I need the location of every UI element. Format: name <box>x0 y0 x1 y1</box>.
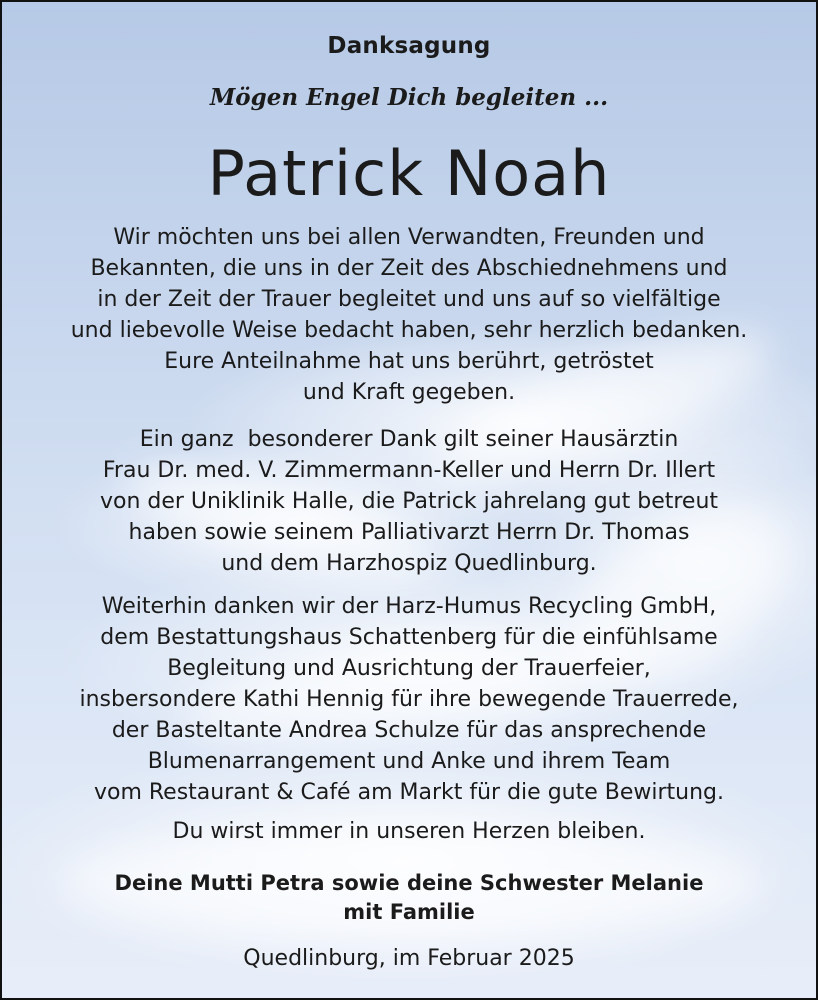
text-line: und liebevolle Weise bedacht haben, sehr herzlich bedanken. <box>70 318 748 343</box>
text-line: Weiterhin danken wir der Harz-Humus Recycling GmbH, <box>101 594 717 619</box>
text-line: von der Uniklinik Halle, die Patrick jahrelang gut betreut <box>99 489 719 514</box>
text-line: Ein ganz besonderer Dank gilt seiner Hausärztin <box>139 427 679 452</box>
text-line: und Kraft gegeben. <box>302 380 516 405</box>
text-line: insbersondere Kathi Hennig für ihre bewegende Trauerrede, <box>79 687 739 712</box>
paragraph-services <box>2 591 816 808</box>
notice-subtitle: Mögen Engel Dich begleiten ... <box>209 84 609 111</box>
text-line: dem Bestattungshaus Schattenberg für die einfühlsame <box>100 625 718 650</box>
text-line: der Basteltante Andrea Schulze für das ansprechende <box>111 718 707 743</box>
text-line: Frau Dr. med. V. Zimmermann-Keller und Herrn Dr. Illert <box>102 458 716 483</box>
text-line: und dem Harzhospiz Quedlinburg. <box>221 551 597 576</box>
text-line: haben sowie seinem Palliativarzt Herrn Dr. Thomas <box>128 520 690 545</box>
text-line: Begleitung und Ausrichtung der Trauerfeier, <box>167 656 651 681</box>
text-line: Eure Anteilnahme hat uns berührt, getröstet <box>164 349 654 374</box>
text-line: in der Zeit der Trauer begleitet und uns auf so vielfältige <box>97 287 721 312</box>
deceased-name: Patrick Noah <box>207 137 611 210</box>
closing-line: Du wirst immer in unseren Herzen bleiben. <box>172 819 646 844</box>
notice-heading: Danksagung <box>327 33 491 59</box>
paragraph-doctors <box>2 424 816 579</box>
text-line: Blumenarrangement und Anke und ihrem Team <box>147 749 671 774</box>
text-line: Bekannten, die uns in der Zeit des Abschiednehmens und <box>90 256 728 281</box>
place-date: Quedlinburg, im Februar 2025 <box>243 946 575 971</box>
text-line: vom Restaurant & Café am Markt für die gute Bewirtung. <box>93 780 725 805</box>
text-line: Wir möchten uns bei allen Verwandten, Freunden und <box>113 225 705 250</box>
signature-line: Deine Mutti Petra sowie deine Schwester Melanie <box>114 871 704 895</box>
paragraph-thanks <box>2 222 816 408</box>
signature-line: mit Familie <box>343 900 475 924</box>
signature-block <box>2 869 816 927</box>
